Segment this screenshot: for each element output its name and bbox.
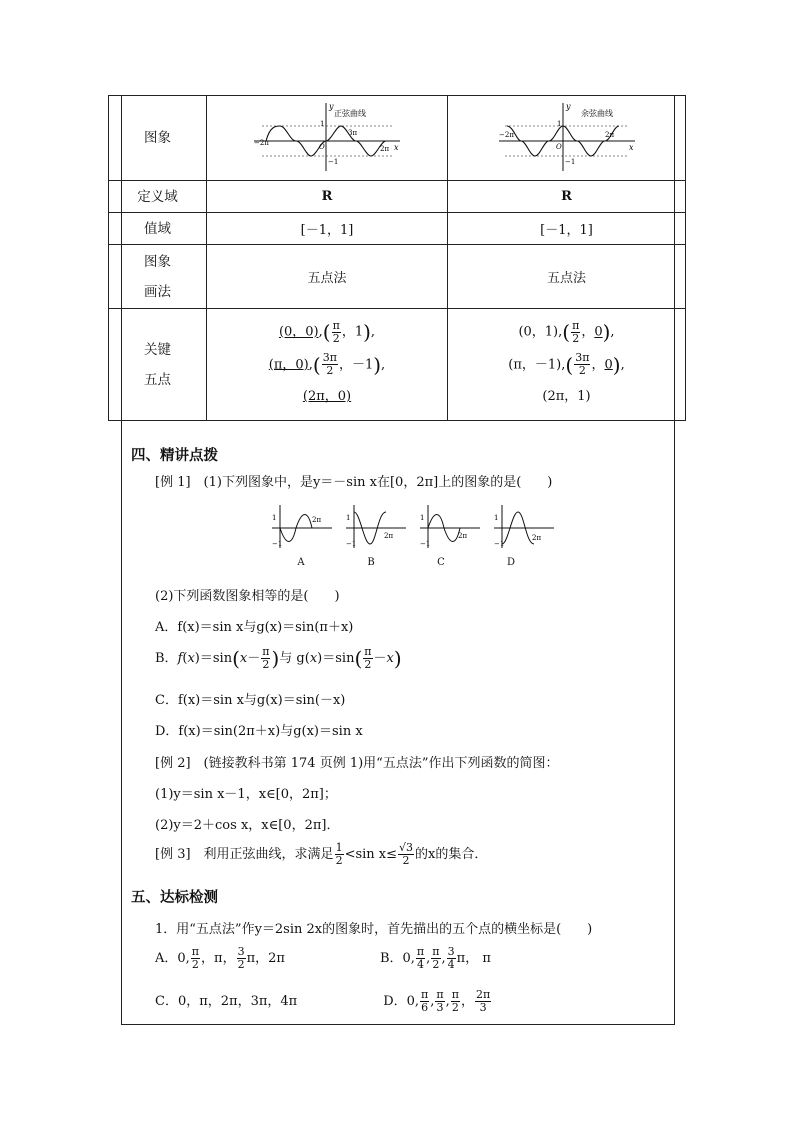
sin-keypoints-line3	[207, 381, 447, 413]
cos-domain: R	[448, 181, 686, 213]
method-label-line1: 图象	[144, 253, 171, 270]
sin-keypoints-line2: (π，0),( $\frac{3\pi}{2}$ ，－1),	[268, 351, 386, 377]
sin-kp1: (0，0)	[278, 324, 319, 340]
svg-text:−1: −1	[272, 540, 283, 548]
svg-text:O: O	[555, 142, 562, 151]
example3: [例 3] 利用正弦曲线，求满足 $\frac{1}{2}$ <sin x≤ $\frac{√3}{2}$ 的x的集合．	[155, 841, 488, 867]
example1-options-graphs	[258, 500, 568, 568]
cos-kp5: (2π，1)	[542, 389, 591, 404]
example2-part1: (1)y＝sin x－1，x∈[0，2π]；	[155, 787, 337, 802]
cos-graph-title: 余弦曲线	[580, 108, 613, 118]
svg-text:2π: 2π	[384, 532, 394, 540]
sin-graph-cell	[207, 96, 448, 181]
sin-keypoints	[207, 309, 448, 421]
svg-text:−1: −1	[346, 540, 357, 548]
option-a-label: A	[297, 557, 305, 568]
svg-text:2π: 2π	[604, 130, 614, 139]
row-label-range: 值域	[109, 213, 207, 245]
svg-text:y: y	[565, 101, 571, 111]
svg-text:1: 1	[494, 514, 499, 522]
sin-kp3: (π，0)	[268, 357, 309, 372]
properties-table	[108, 95, 686, 421]
option-c-label: C	[437, 557, 445, 568]
row-label-image: 图象	[109, 96, 207, 181]
row-label-keypoints	[109, 309, 207, 421]
sin-method: 五点法	[207, 245, 448, 309]
cos-range: [－1，1]	[448, 213, 686, 245]
svg-text:2π: 2π	[458, 532, 468, 540]
example2-part2: (2)y＝2＋cos x，x∈[0，2π]．	[155, 818, 340, 833]
sin-domain: R	[207, 181, 448, 213]
option-b-label: B	[367, 557, 375, 568]
example3-text-a: [例 3] 利用正弦曲线，求满足	[155, 847, 334, 862]
svg-text:−1: −1	[494, 540, 505, 548]
sin-kp5: (2π，0)	[302, 389, 352, 404]
cos-graph-cell	[448, 96, 686, 181]
cos-keypoints-line3	[448, 381, 685, 413]
svg-text:−1: −1	[328, 157, 339, 166]
svg-text:O: O	[319, 142, 325, 151]
option-graphs	[258, 500, 568, 550]
cos-method: 五点法	[448, 245, 686, 309]
section4-title: 四、精讲点拨	[131, 448, 218, 464]
option-a: A．f(x)＝sin x与g(x)＝sin(π＋x)	[155, 620, 354, 635]
sin-range: [－1，1]	[207, 213, 448, 245]
sin-keypoints-line1: (0，0),( $\frac{\pi}{2}$ ，1),	[278, 318, 376, 345]
sin-graph-title: 正弦曲线	[334, 108, 366, 118]
svg-text:2π: 2π	[532, 534, 542, 542]
example3-text-b: <sin x≤	[344, 847, 398, 862]
cos-kp3: (π，－1)	[508, 357, 562, 372]
svg-text:x: x	[628, 142, 634, 152]
option-d-label: D	[506, 557, 516, 568]
svg-text:1: 1	[272, 514, 277, 522]
section5-title: 五、达标检测	[131, 890, 218, 906]
svg-text:2π: 2π	[380, 144, 390, 153]
check-options-cd: C．0，π，2π，3π，4π D．0, $\frac{\pi}{6}$ , $\frac{\pi}{3}$ , $\frac{\pi}{2}$ ， $\frac{2\pi}{3}$	[155, 988, 491, 1014]
svg-text:−1: −1	[564, 157, 575, 166]
option-d: D．f(x)＝sin(2π＋x)与g(x)＝sin x	[155, 724, 363, 739]
option-b: B．f(x)＝sin(x－ $\frac{\pi}{2}$ )与 g(x)＝sin( $\frac{\pi}{2}$ －x)	[155, 645, 402, 671]
keypoints-label-line2: 五点	[144, 371, 171, 388]
cos-kp1: (0，1)	[518, 324, 559, 340]
svg-text:−2π: −2π	[498, 130, 514, 139]
svg-text:1: 1	[556, 119, 561, 128]
sine-curve-graph	[252, 99, 402, 174]
svg-text:1: 1	[346, 514, 351, 522]
option-labels	[266, 554, 566, 569]
svg-text:2π: 2π	[312, 516, 322, 524]
method-label-line2: 画法	[144, 283, 171, 300]
svg-text:−2π: −2π	[254, 138, 269, 147]
row-label-domain: 定义域	[109, 181, 207, 213]
example1-question1: [例 1] (1)下列图象中，是y＝－sin x在[0，2π]上的图象的是( )	[155, 475, 553, 490]
example1-question2: (2)下列函数图象相等的是( )	[155, 589, 340, 604]
option-c: C．f(x)＝sin x与g(x)＝sin(－x)	[155, 693, 346, 708]
row-label-method	[109, 245, 207, 309]
svg-text:y: y	[329, 101, 334, 111]
example3-text-c: 的x的集合．	[415, 847, 488, 862]
cosine-curve-graph	[497, 99, 637, 174]
svg-text:x: x	[394, 142, 399, 152]
check-question1: 1．用“五点法”作y＝2sin 2x的图象时，首先描出的五个点的横坐标是( )	[155, 922, 593, 937]
cos-keypoints-line2: (π，－1),( $\frac{3\pi}{2}$ ，0),	[508, 351, 625, 377]
svg-text:1: 1	[420, 514, 425, 522]
cos-keypoints-line1: (0，1),( $\frac{\pi}{2}$ ，0),	[518, 318, 615, 345]
keypoints-label-line1: 关键	[144, 341, 171, 358]
svg-text:1: 1	[320, 119, 325, 128]
svg-text:−1: −1	[420, 540, 431, 548]
example2: [例 2] (链接教科书第 174 页例 1)用“五点法”作出下列函数的简图：	[155, 756, 559, 771]
svg-text:3π: 3π	[348, 128, 358, 137]
cos-keypoints	[448, 309, 686, 421]
check-options-ab: A．0, $\frac{\pi}{2}$ ，π， $\frac{3}{2}$ π，2π B．0, $\frac{\pi}{4}$ , $\frac{\pi}{2}$ , $\frac{3}{4}$ π， π	[155, 945, 491, 971]
